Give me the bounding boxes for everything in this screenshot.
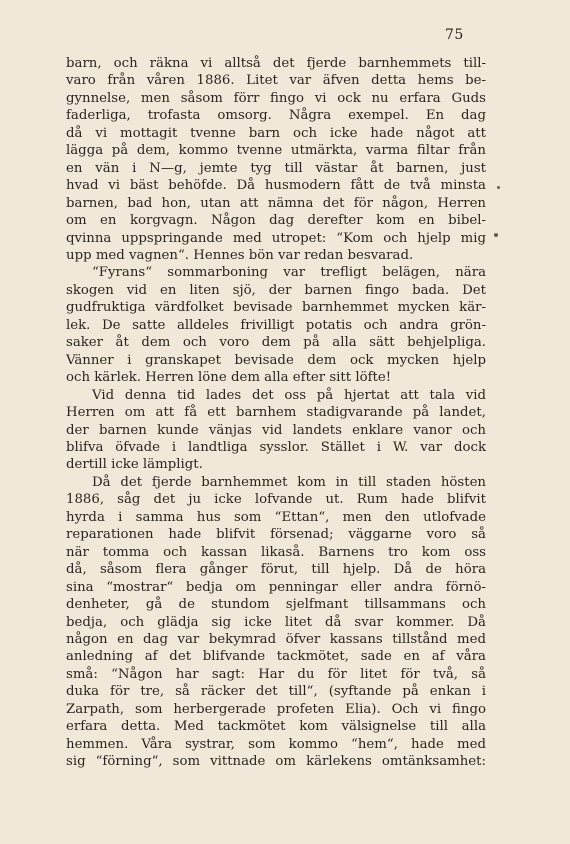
text-line: upp med vagnen“. Hennes bön var redan besvarad.: [66, 247, 414, 263]
text-line: Zarpath, som herbergerade profeten Elia). Och vi fingo: [66, 701, 486, 717]
body-text: [66, 55, 486, 771]
text-line: erfara detta. Med tackmötet kom välsignelse till alla: [66, 719, 486, 735]
text-line: gynnelse, men såsom förr fingo vi ock nu erfara Guds: [66, 90, 486, 106]
text-line: blifva öfvade i landtliga sysslor. Stället i W. var dock: [66, 439, 486, 455]
text-line: bedja, och glädja sig icke litet då svar kommer. Då: [66, 614, 486, 630]
print-speck: [497, 186, 500, 189]
text-line: Vänner i granskapet bevisade dem ock mycken hjelp: [66, 352, 486, 368]
text-line: anledning af det blifvande tackmötet, sade en af våra: [66, 649, 486, 665]
text-line: om en korgvagn. Någon dag derefter kom en bibel-: [66, 213, 486, 229]
text-line: hvad vi bäst behöfde. Då husmodern fått de två minsta: [66, 178, 486, 194]
text-line: lägga på dem, kommo tvenne utmärkta, varma filtar från: [66, 143, 486, 159]
text-line: qvinna uppspringande med utropet: “Kom och hjelp mig: [66, 230, 486, 246]
page-number: 75: [445, 27, 464, 43]
text-line: duka för tre, så räcker det till“, (syftande på enkan i: [66, 684, 486, 700]
text-line: hemmen. Våra systrar, som kommo “hem“, hade med: [66, 736, 486, 752]
text-line: reparationen hade blifvit försenad; väggarne voro så: [66, 527, 486, 543]
text-line: denheter, gå de stundom sjelfmant tillsammans och: [66, 597, 486, 613]
text-line: dertill icke lämpligt.: [66, 457, 203, 473]
text-line: varo från våren 1886. Litet var äfven detta hems be-: [66, 73, 486, 89]
text-line: då vi mottagit tvenne barn och icke hade något att: [66, 125, 486, 141]
text-line: när tomma och kassan likaså. Barnens tro kom oss: [66, 544, 486, 560]
text-line: Herren om att få ett barnhem stadigvarande på landet,: [66, 405, 486, 421]
text-line: lek. De satte alldeles frivilligt potatis och andra grön-: [66, 317, 486, 333]
text-line: Vid denna tid lades det oss på hjertat att tala vid: [92, 387, 486, 403]
text-line: skogen vid en liten sjö, der barnen fingo bada. Det: [66, 282, 486, 298]
text-line: gudfruktiga värdfolket bevisade barnhemmet mycken kär-: [66, 300, 486, 316]
text-line: “Fyrans“ sommarboning var trefligt belägen, nära: [92, 265, 486, 281]
text-line: faderliga, trofasta omsorg. Några exempel. En dag: [66, 108, 486, 124]
print-speck: [494, 233, 498, 237]
text-line: sig “förning“, som vittnade om kärlekens omtänksamhet:: [66, 754, 486, 770]
text-line: någon en dag var bekymrad öfver kassans tillstånd med: [66, 631, 486, 647]
text-line: en vän i N—g, jemte tyg till västar åt barnen, just: [66, 160, 486, 176]
text-line: der barnen kunde vänjas vid landets enklare vanor och: [66, 422, 486, 438]
text-line: barn, och räkna vi alltså det fjerde barnhemmets till-: [66, 56, 486, 71]
text-line: sina “mostrar“ bedja om penningar eller andra förnö-: [66, 579, 486, 595]
text-line: hyrda i samma hus som “Ettan“, men den utlofvade: [66, 509, 486, 525]
text-line: saker åt dem och voro dem på alla sätt behjelpliga.: [66, 335, 486, 351]
text-line: Då det fjerde barnhemmet kom in till staden hösten: [92, 474, 486, 490]
text-line: små: “Någon har sagt: Har du för litet för två, så: [66, 666, 486, 682]
text-line: då, såsom flera gånger förut, till hjelp. Då de höra: [66, 562, 486, 578]
text-line: och kärlek. Herren löne dem alla efter sitt löfte!: [66, 370, 392, 386]
text-line: 1886, såg det ju icke lofvande ut. Rum hade blifvit: [66, 492, 486, 508]
text-line: barnen, bad hon, utan att nämna det för någon, Herren: [66, 195, 486, 211]
